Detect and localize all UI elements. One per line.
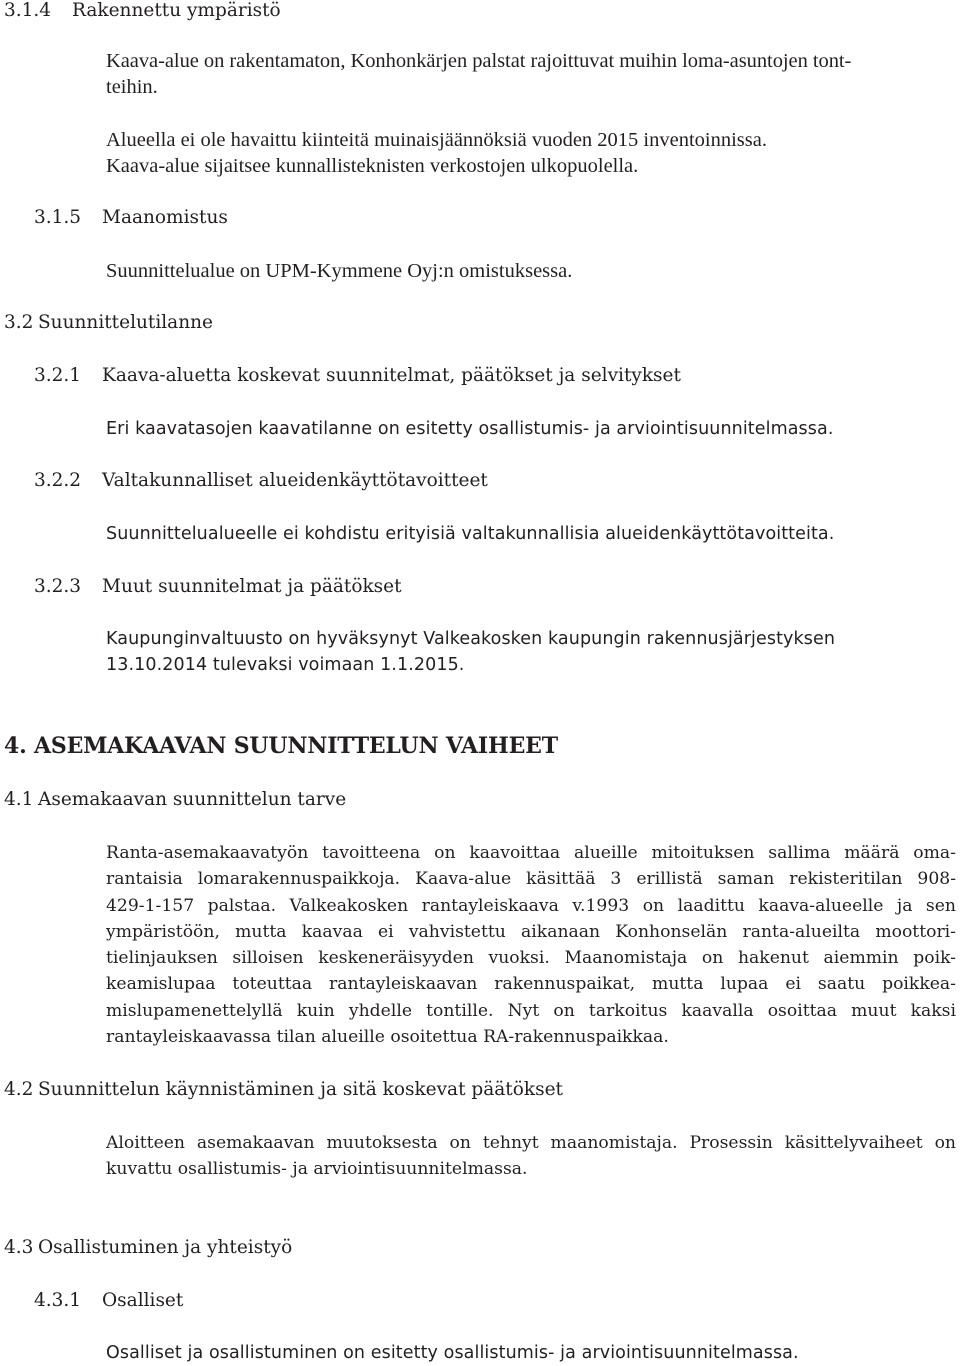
paragraph-line: kuvattu osallistumis- ja arviointisuunnitelmassa. [106, 1159, 528, 1180]
paragraph-line: Kaupunginvaltuusto on hyväksynyt Valkeakosken kaupungin rakennusjärjestyksen [106, 629, 836, 649]
heading-number: 4.2 [4, 1079, 34, 1100]
paragraph-line: tielinjauksen silloisen keskeneräisyyden vuoksi. Maanomistaja on hakenut aiemmin poik- [106, 948, 956, 969]
heading-title: Suunnittelutilanne [38, 312, 213, 333]
paragraph-line: teihin. [106, 76, 158, 98]
heading-3-2-1 [34, 363, 681, 389]
heading-4-3 [4, 1235, 292, 1261]
heading-number: 3.2.3 [34, 576, 82, 597]
paragraph-line: Kaava-alue sijaitsee kunnallisteknisten verkostojen ulkopuolella. [106, 155, 639, 177]
heading-number: 3.1.5 [34, 207, 82, 228]
heading-title: Asemakaavan suunnittelun tarve [38, 789, 347, 810]
chapter-heading: 4. ASEMAKAAVAN SUUNNITTELUN VAIHEET [4, 733, 558, 759]
paragraph-line: Suunnittelualueelle ei kohdistu erityisiä valtakunnallisia alueidenkäyttötavoitteita. [106, 524, 835, 544]
heading-title: Muut suunnitelmat ja päätökset [102, 576, 402, 597]
heading-number: 4.3.1 [34, 1290, 82, 1311]
heading-title: Osalliset [102, 1290, 184, 1311]
paragraph-4-1 [106, 840, 956, 1050]
heading-4-3-1 [34, 1288, 183, 1314]
heading-title: Valtakunnalliset alueidenkäyttötavoitteet [102, 470, 488, 491]
heading-number: 4.3 [4, 1237, 34, 1258]
heading-3-1-5 [34, 205, 228, 231]
paragraph-line: rantayleiskaavassa tilan alueille osoitettua RA-rakennuspaikkaa. [106, 1027, 669, 1048]
paragraph-line: Aloitteen asemakaavan muutoksesta on tehnyt maanomistaja. Prosessin käsittelyvaiheet on [106, 1133, 956, 1153]
paragraph-line: ympäristöön, mutta kaavaa ei vahvistettu aikanaan Konhonselän ranta-alueilta moottori- [106, 921, 956, 942]
heading-title: Osallistuminen ja yhteistyö [38, 1237, 293, 1258]
heading-3-1-4 [4, 0, 281, 24]
paragraph-line: Alueella ei ole havaittu kiinteitä muinaisjäännöksiä vuoden 2015 inventoinnissa. [106, 129, 767, 151]
heading-3-2 [4, 310, 213, 336]
heading-4-1 [4, 787, 346, 813]
paragraph-line: Kaava-alue on rakentamaton, Konhonkärjen palstat rajoittuvat muihin loma-asuntojen tont- [106, 50, 852, 72]
heading-title: Suunnittelun käynnistäminen ja sitä koskevat päätökset [38, 1079, 563, 1100]
paragraph-line: mislupamenettelyllä kuin yhdelle tontille. Nyt on tarkoitus kaavalla osoittaa muut kaksi [106, 1000, 956, 1021]
paragraph-line: 429-1-157 palstaa. Valkeakosken rantayleiskaava v.1993 on laadittu kaava-alueelle ja sen [106, 895, 956, 916]
paragraph-line: 13.10.2014 tulevaksi voimaan 1.1.2015. [106, 655, 465, 675]
paragraph-line: keamislupaa toteuttaa rantayleiskaavan rakennuspaikat, mutta lupaa ei saatu poikkea- [106, 974, 956, 995]
heading-number: 3.2.1 [34, 365, 82, 386]
heading-3-2-2 [34, 468, 488, 494]
paragraph-line: rantaisia lomarakennuspaikkoja. Kaava-alue käsittää 3 erillistä saman rekisteritilan 908- [106, 869, 956, 890]
heading-title: Kaava-aluetta koskevat suunnitelmat, päätökset ja selvitykset [102, 365, 681, 386]
heading-4-2 [4, 1077, 563, 1103]
heading-3-2-3 [34, 574, 402, 600]
heading-number: 4.1 [4, 789, 34, 810]
paragraph-line: Ranta-asemakaavatyön tavoitteena on kaavoittaa alueille mitoituksen sallima määrä oma- [106, 843, 956, 863]
heading-number: 3.1.4 [4, 0, 52, 21]
paragraph-line: Osalliset ja osallistuminen on esitetty osallistumis- ja arviointisuunnitelmassa. [106, 1343, 799, 1363]
paragraph-line: Eri kaavatasojen kaavatilanne on esitetty osallistumis- ja arviointisuunnitelmassa. [106, 419, 834, 439]
heading-number: 3.2 [4, 312, 34, 333]
heading-title: Maanomistus [102, 207, 228, 228]
heading-title: Rakennettu ympäristö [72, 0, 281, 21]
paragraph-line: Suunnittelualue on UPM-Kymmene Oyj:n omistuksessa. [106, 260, 573, 282]
heading-number: 3.2.2 [34, 470, 82, 491]
paragraph-4-2 [106, 1130, 956, 1183]
